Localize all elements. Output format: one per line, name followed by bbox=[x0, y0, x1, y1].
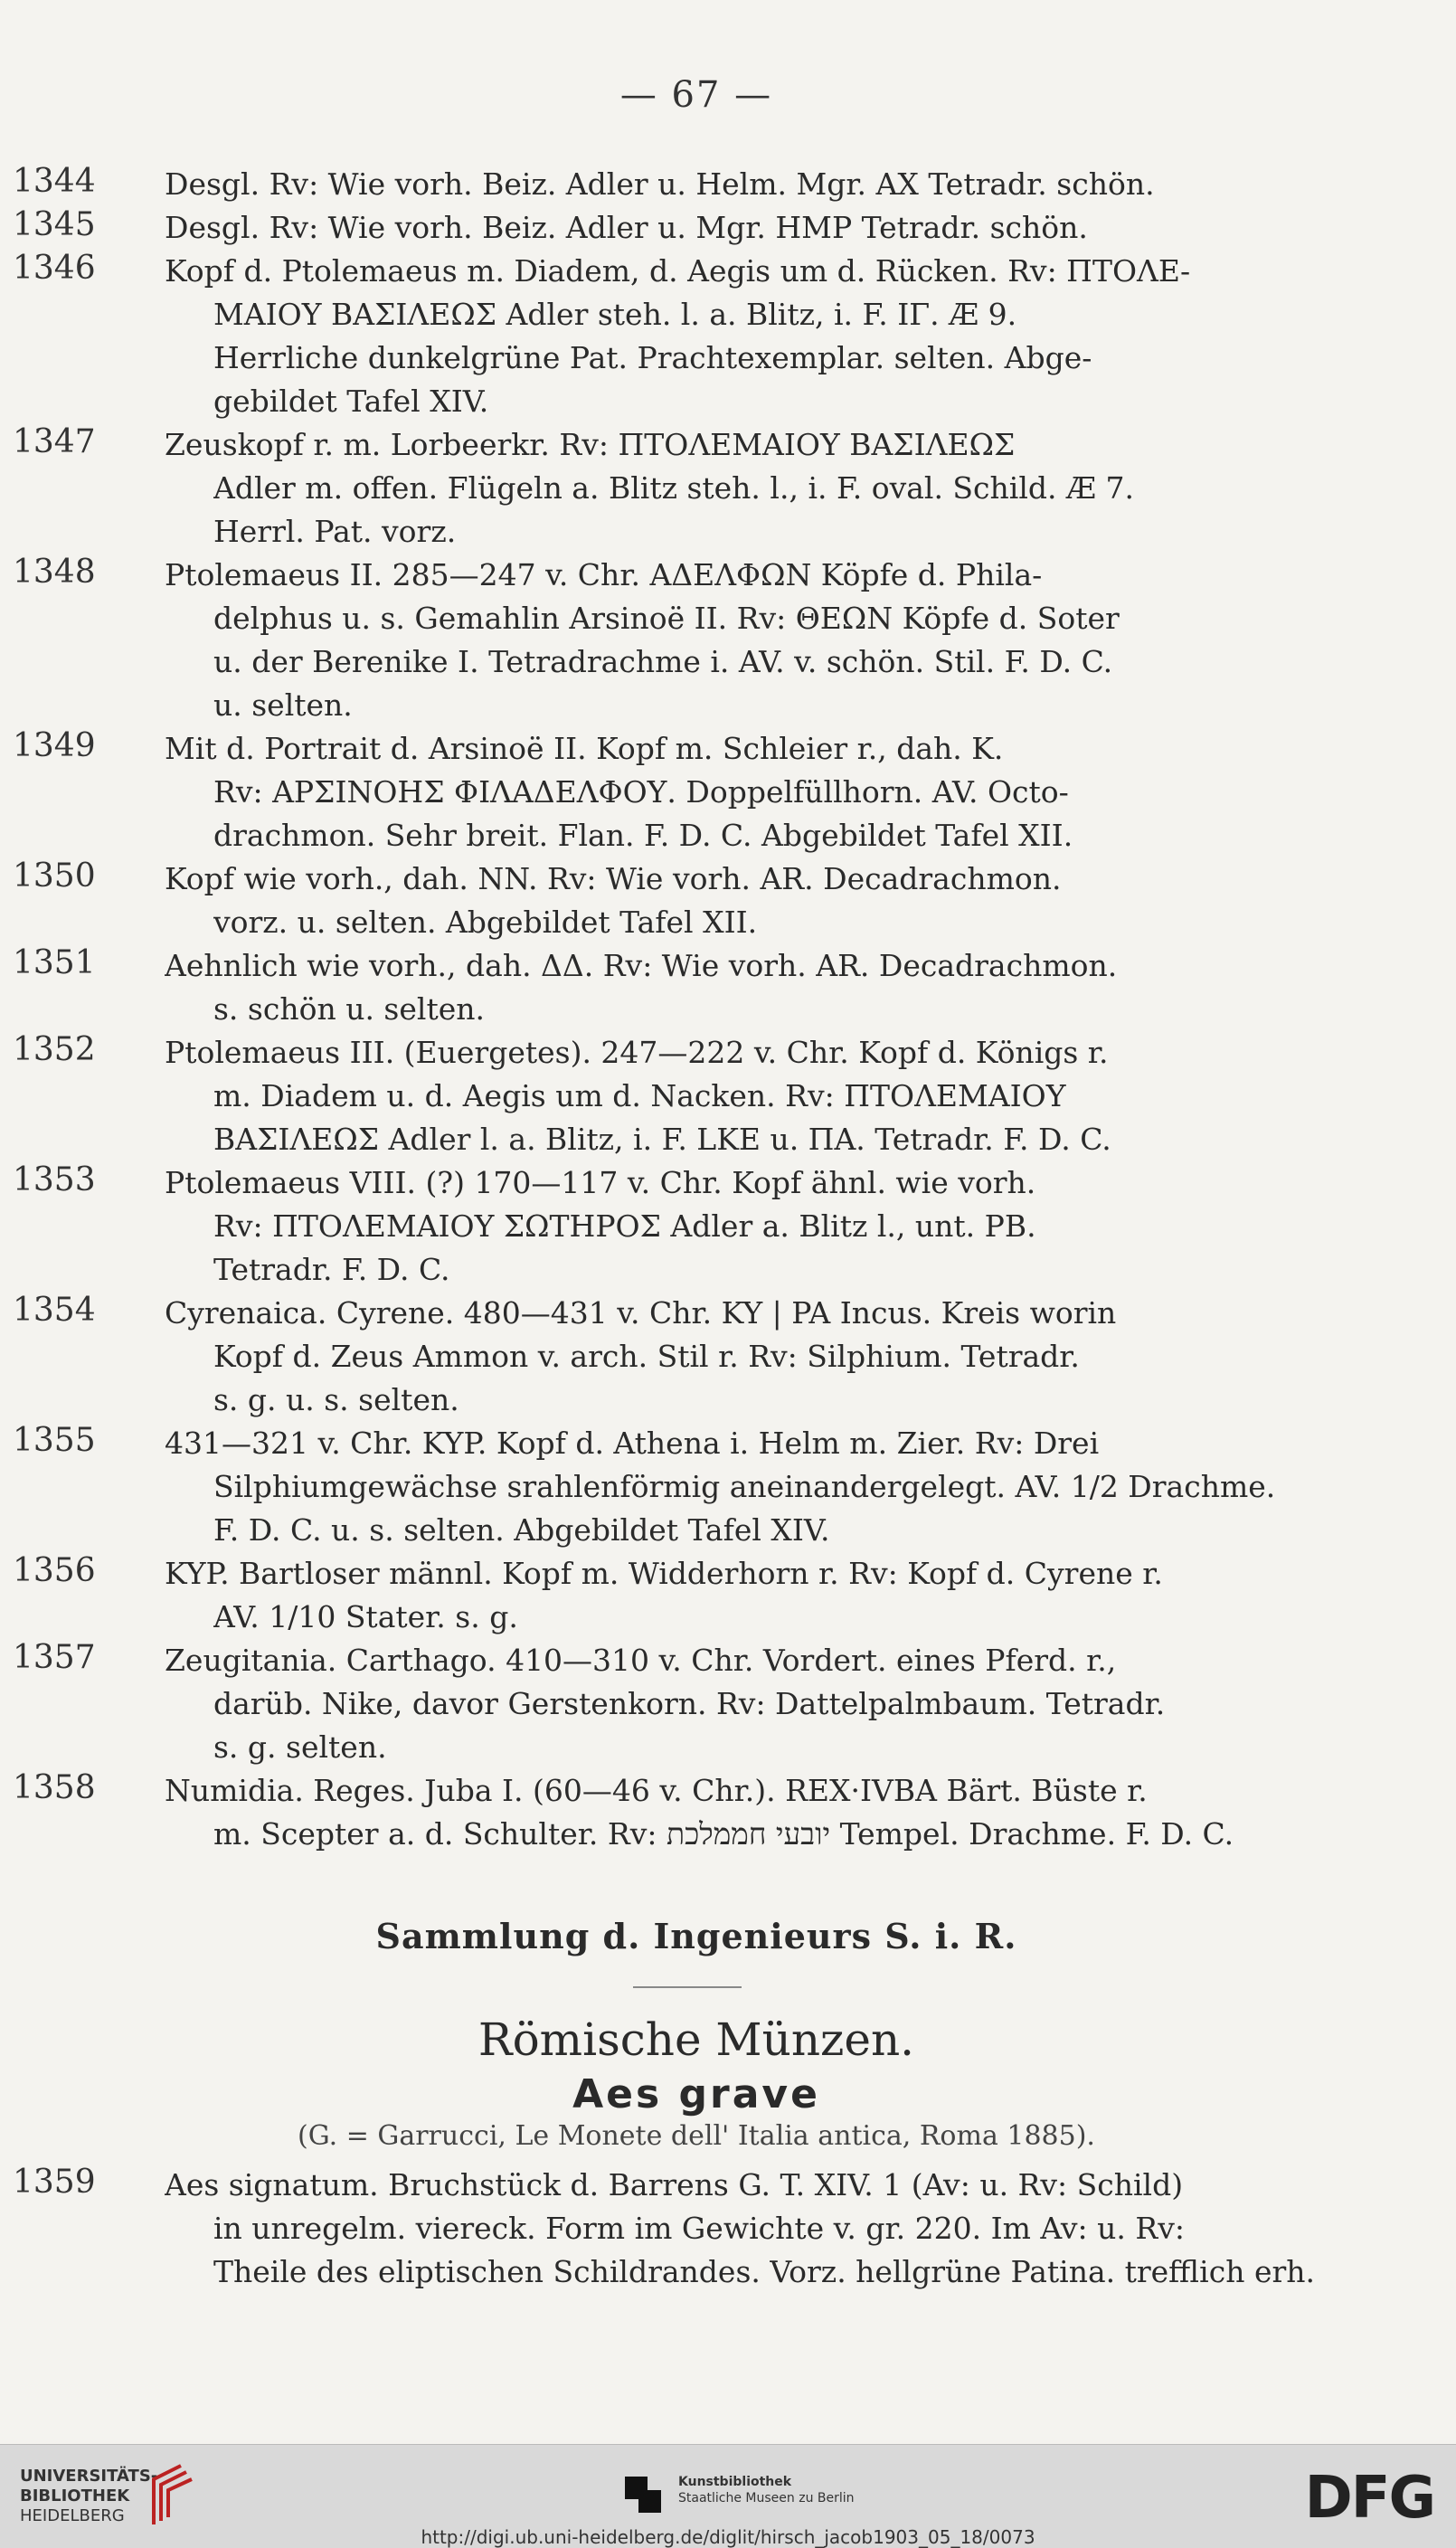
catalog-entry bbox=[0, 554, 1456, 727]
section-title: Römische Münzen. bbox=[477, 2013, 915, 2066]
kunstbibliothek-logo-text bbox=[678, 2474, 855, 2506]
entry-number: 1352 bbox=[13, 1031, 96, 1068]
entry-text-line: Rv: ΑΡΣΙΝΟΗΣ ΦΙΛΑΔΕΛΦΟΥ. Doppelfüllhorn. AV. Octo- bbox=[213, 774, 1069, 810]
catalog-entry bbox=[0, 944, 1456, 1031]
entry-text-line: Adler m. offen. Flügeln a. Blitz steh. l., i. F. oval. Schild. Æ 7. bbox=[213, 470, 1134, 506]
entry-text-line: Kopf wie vorh., dah. NN. Rv: Wie vorh. AR. Decadrachmon. bbox=[165, 861, 1062, 896]
entry-text-line: Kopf d. Zeus Ammon v. arch. Stil r. Rv: Silphium. Tetradr. bbox=[213, 1339, 1080, 1374]
subsection-title: Aes grave bbox=[572, 2071, 820, 2117]
entry-text-line: Herrl. Pat. vorz. bbox=[213, 514, 457, 549]
entry-number: 1358 bbox=[13, 1769, 96, 1806]
entry-text-line: Silphiumgewächse srahlenförmig aneinandergelegt. AV. 1/2 Drachme. bbox=[213, 1469, 1276, 1504]
catalog-entry bbox=[0, 1769, 1456, 1856]
entry-text-line: Numidia. Reges. Juba I. (60—46 v. Chr.). REX·IVBA Bärt. Büste r. bbox=[165, 1773, 1148, 1808]
catalog-entry bbox=[0, 423, 1456, 554]
entry-text-line: Tetradr. F. D. C. bbox=[213, 1252, 450, 1287]
entry-number: 1357 bbox=[13, 1639, 96, 1676]
entry-number: 1350 bbox=[13, 857, 96, 895]
entry-number: 1346 bbox=[13, 250, 96, 287]
collection-title: Sammlung d. Ingenieurs S. i. R. bbox=[375, 1916, 1017, 1956]
ub-line1: UNIVERSITÄTS- bbox=[20, 2467, 158, 2486]
entry-text-line: Kopf d. Ptolemaeus m. Diadem, d. Aegis um d. Rücken. Rv: ΠΤΟΛΕ- bbox=[165, 253, 1191, 289]
entry-text-line: ΒΑΣΙΛΕΩΣ Adler l. a. Blitz, i. F. LKE u. ΠΑ. Tetradr. F. D. C. bbox=[213, 1122, 1111, 1157]
entry-text-line: Zeuskopf r. m. Lorbeerkr. Rv: ΠΤΟΛΕΜΑΙΟΥ ΒΑΣΙΛΕΩΣ bbox=[165, 427, 1016, 462]
entry-number: 1351 bbox=[13, 944, 96, 981]
entry-text-line: darüb. Nike, davor Gerstenkorn. Rv: Dattelpalmbaum. Tetradr. bbox=[213, 1686, 1166, 1721]
entry-number: 1355 bbox=[13, 1422, 96, 1459]
dfg-logo: DFG bbox=[1304, 2465, 1434, 2532]
entry-text-line: Rv: ΠΤΟΛΕΜΑΙΟΥ ΣΩΤΗΡΟΣ Adler a. Blitz l., unt. PB. bbox=[213, 1208, 1036, 1244]
entry-text-line: Aes signatum. Bruchstück d. Barrens G. T. XIV. 1 (Av: u. Rv: Schild) bbox=[165, 2167, 1184, 2202]
entry-text-line: Aehnlich wie vorh., dah. ΔΔ. Rv: Wie vorh. AR. Decadrachmon. bbox=[165, 948, 1118, 983]
entry-text-line: s. schön u. selten. bbox=[213, 991, 485, 1027]
ub-heidelberg-logo-icon bbox=[145, 2461, 199, 2534]
ub-line2: BIBLIOTHEK bbox=[20, 2486, 130, 2505]
catalog-entry bbox=[0, 1292, 1456, 1422]
catalog-entry bbox=[0, 1552, 1456, 1639]
catalog-entry bbox=[0, 1422, 1456, 1552]
entry-text-line: ΜΑΙΟΥ ΒΑΣΙΛΕΩΣ Adler steh. l. a. Blitz, i. F. IΓ. Æ 9. bbox=[213, 297, 1017, 332]
reference-note: (G. = Garrucci, Le Monete dell' Italia antica, Roma 1885). bbox=[298, 2120, 1095, 2152]
entry-text-line: vorz. u. selten. Abgebildet Tafel XII. bbox=[213, 905, 758, 940]
catalog-entry bbox=[0, 1161, 1456, 1292]
entry-number: 1347 bbox=[13, 423, 96, 460]
catalog-entry bbox=[0, 250, 1456, 423]
catalog-entries bbox=[0, 163, 1456, 1856]
entry-text-line: u. der Berenike I. Tetradrachme i. AV. v. schön. Stil. F. D. C. bbox=[213, 644, 1113, 679]
catalog-entry-1359 bbox=[0, 2164, 1456, 2294]
entry-text-line: gebildet Tafel XIV. bbox=[213, 384, 489, 419]
kunstbibliothek-logo-icon bbox=[620, 2472, 666, 2517]
entry-text-line: Theile des eliptischen Schildrandes. Vorz. hellgrüne Patina. trefflich erh. bbox=[213, 2254, 1316, 2289]
entry-text-line: Ptolemaeus VIII. (?) 170—117 v. Chr. Kopf ähnl. wie vorh. bbox=[165, 1165, 1036, 1200]
entry-text-line: s. g. u. s. selten. bbox=[213, 1382, 459, 1417]
ub-line3: HEIDELBERG bbox=[20, 2506, 125, 2525]
catalog-entry bbox=[0, 1639, 1456, 1769]
kb-sub1: Staatliche Museen zu Berlin bbox=[678, 2491, 855, 2505]
catalog-entry bbox=[0, 857, 1456, 944]
entry-text-line: u. selten. bbox=[213, 687, 353, 723]
source-url[interactable]: http://digi.ub.uni-heidelberg.de/diglit/hirsch_jacob1903_05_18/0073 bbox=[421, 2526, 1035, 2548]
entry-text-line: Cyrenaica. Cyrene. 480—431 v. Chr. KY | PA Incus. Kreis worin bbox=[165, 1295, 1117, 1331]
entry-text-line: m. Scepter a. d. Schulter. Rv: יובעי חממלכת Tempel. Drachme. F. D. C. bbox=[213, 1816, 1234, 1852]
catalog-entry bbox=[0, 727, 1456, 857]
entry-number: 1356 bbox=[13, 1552, 96, 1589]
entry-text-line: Herrliche dunkelgrüne Pat. Prachtexemplar. selten. Abge- bbox=[213, 340, 1092, 375]
page-number: — 67 — bbox=[619, 74, 773, 116]
catalog-entry bbox=[0, 206, 1456, 250]
entry-number: 1354 bbox=[13, 1292, 96, 1329]
entry-text-line: s. g. selten. bbox=[213, 1729, 387, 1765]
entry-text-line: Desgl. Rv: Wie vorh. Beiz. Adler u. Helm. Mgr. AX Tetradr. schön. bbox=[165, 166, 1155, 202]
catalog-entry bbox=[0, 1031, 1456, 1161]
entry-text-line: Ptolemaeus III. (Euergetes). 247—222 v. Chr. Kopf d. Königs r. bbox=[165, 1035, 1109, 1070]
entry-text-line: F. D. C. u. s. selten. Abgebildet Tafel XIV. bbox=[213, 1512, 830, 1548]
entry-text-line: KYP. Bartloser männl. Kopf m. Widderhorn r. Rv: Kopf d. Cyrene r. bbox=[165, 1556, 1163, 1591]
catalog-entry bbox=[0, 163, 1456, 206]
entry-number: 1349 bbox=[13, 727, 96, 764]
entry-text-line: m. Diadem u. d. Aegis um d. Nacken. Rv: ΠΤΟΛΕΜΑΙΟΥ bbox=[213, 1078, 1066, 1113]
entry-number: 1345 bbox=[13, 206, 96, 243]
entry-number: 1344 bbox=[13, 163, 96, 200]
entry-number: 1353 bbox=[13, 1161, 96, 1198]
kb-title: Kunstbibliothek bbox=[678, 2475, 792, 2489]
entry-text-line: delphus u. s. Gemahlin Arsinoë II. Rv: ΘΕΩΝ Köpfe d. Soter bbox=[213, 601, 1120, 636]
divider bbox=[633, 1986, 742, 1988]
footer-bar bbox=[0, 2444, 1456, 2548]
entry-text-line: in unregelm. viereck. Form im Gewichte v. gr. 220. Im Av: u. Rv: bbox=[213, 2211, 1185, 2246]
entry-number: 1348 bbox=[13, 554, 96, 591]
ub-heidelberg-logo-text bbox=[20, 2467, 157, 2526]
entry-text-line: Desgl. Rv: Wie vorh. Beiz. Adler u. Mgr. HMP Tetradr. schön. bbox=[165, 210, 1088, 245]
entry-text-line: AV. 1/10 Stater. s. g. bbox=[213, 1599, 518, 1634]
entry-text-line: Ptolemaeus II. 285—247 v. Chr. ΑΔΕΛΦΩΝ Köpfe d. Phila- bbox=[165, 557, 1043, 592]
entry-text-line: drachmon. Sehr breit. Flan. F. D. C. Abgebildet Tafel XII. bbox=[213, 818, 1073, 853]
entry-text-line: Mit d. Portrait d. Arsinoë II. Kopf m. Schleier r., dah. K. bbox=[165, 731, 1004, 766]
entry-text-line: Zeugitania. Carthago. 410—310 v. Chr. Vordert. eines Pferd. r., bbox=[165, 1643, 1117, 1678]
entry-text-line: 431—321 v. Chr. KYP. Kopf d. Athena i. Helm m. Zier. Rv: Drei bbox=[165, 1426, 1100, 1461]
entry-number: 1359 bbox=[13, 2164, 96, 2201]
